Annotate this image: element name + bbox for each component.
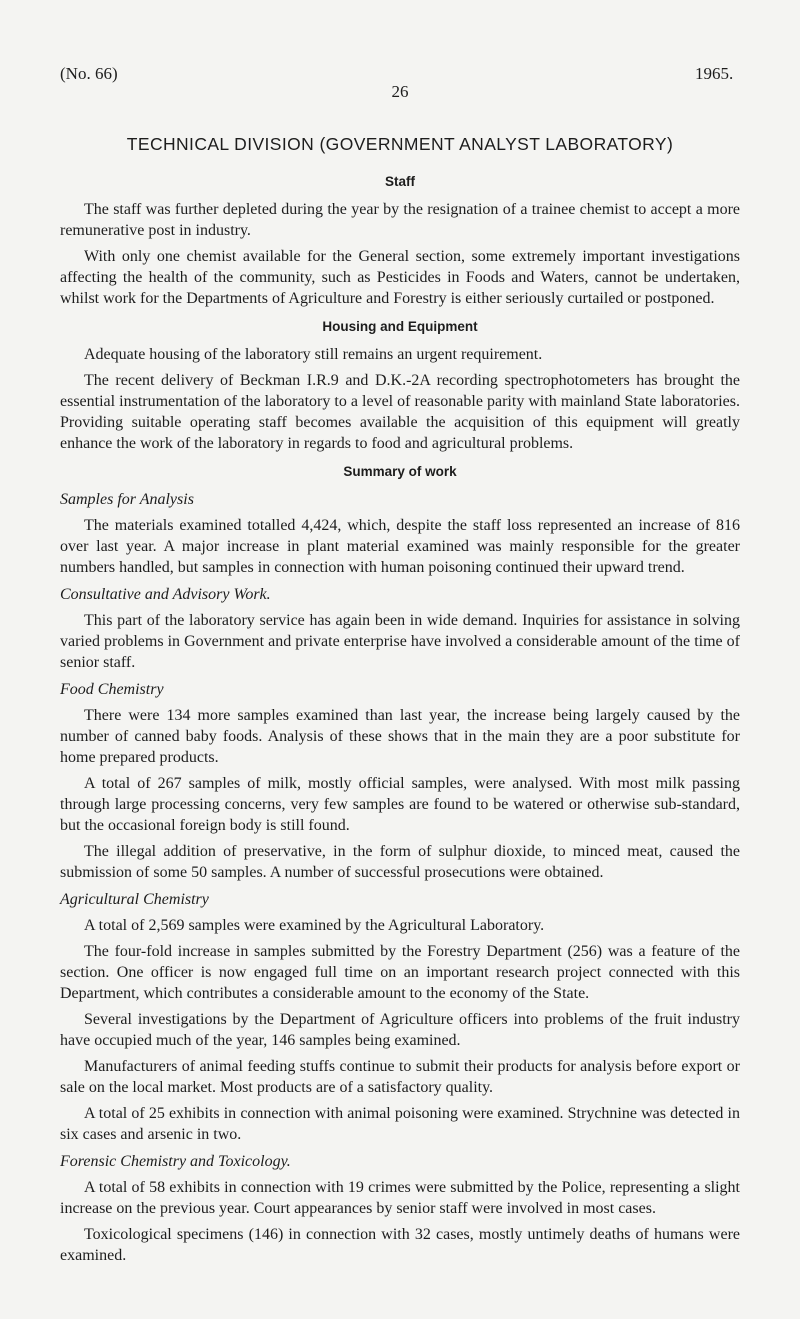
paragraph: The four-fold increase in samples submitted by the Forestry Department (256) was a feature of the section. One officer is now engaged full time on an important research project connected with this Department, which contributes a considerable amount to the economy of the State. <box>60 943 740 1002</box>
section-heading-housing: Housing and Equipment <box>322 319 478 334</box>
paragraph: The recent delivery of Beckman I.R.9 and D.K.-2A recording spectrophotometers has brought the essential instrumentation of the laboratory to a level of reasonable parity with mainland State laboratories. Providing suitable operating staff becomes available the acquisition of this equipment will greatly enhance the work of the laboratory in regards to food and agricultural problems. <box>60 372 740 452</box>
paragraph: The materials examined totalled 4,424, which, despite the staff loss represented an increase of 816 over last year. A major increase in plant material examined was mainly responsible for the greater numbers handled, but samples in connection with human poisoning continued their upward trend. <box>60 517 740 576</box>
paragraph: A total of 2,569 samples were examined by the Agricultural Laboratory. <box>84 917 545 934</box>
paragraph: The staff was further depleted during the year by the resignation of a trainee chemist to accept a more remunerative post in industry. <box>60 201 740 239</box>
paragraph: Toxicological specimens (146) in connection with 32 cases, mostly untimely deaths of humans were examined. <box>60 1226 740 1264</box>
section-heading-staff: Staff <box>385 174 415 189</box>
document-number: (No. 66) <box>60 64 118 83</box>
paragraph: The illegal addition of preservative, in the form of sulphur dioxide, to minced meat, caused the submission of some 50 samples. A number of successful prosecutions were obtained. <box>60 843 740 881</box>
subheading-agricultural: Agricultural Chemistry <box>60 891 209 908</box>
paragraph: Several investigations by the Department of Agriculture officers into problems of the fruit industry have occupied much of the year, 146 samples being examined. <box>60 1011 740 1049</box>
paragraph: A total of 25 exhibits in connection with animal poisoning were examined. Strychnine was detected in six cases and arsenic in two. <box>60 1105 740 1143</box>
paragraph: Manufacturers of animal feeding stuffs continue to submit their products for analysis before export or sale on the local market. Most products are of a satisfactory quality. <box>60 1058 740 1096</box>
paragraph: With only one chemist available for the General section, some extremely important investigations affecting the health of the community, such as Pesticides in Foods and Waters, cannot be undertaken, whilst work for the Departments of Agriculture and Forestry is either seriously curtailed or postponed. <box>60 248 740 307</box>
document-year: 1965. <box>695 64 734 83</box>
paragraph: There were 134 more samples examined than last year, the increase being largely caused by the number of canned baby foods. Analysis of these shows that in the main they are a poor substitute for home prepared products. <box>60 707 740 766</box>
subheading-forensic: Forensic Chemistry and Toxicology. <box>60 1153 291 1170</box>
paragraph: Adequate housing of the laboratory still remains an urgent requirement. <box>84 346 543 363</box>
paragraph: This part of the laboratory service has again been in wide demand. Inquiries for assistance in solving varied problems in Government and private enterprise have involved a considerable amount of the time of senior staff. <box>60 612 740 671</box>
page-number: 26 <box>391 82 409 101</box>
subheading-samples: Samples for Analysis <box>60 491 194 508</box>
paragraph: A total of 58 exhibits in connection with 19 crimes were submitted by the Police, representing a slight increase on the previous year. Court appearances by senior staff were involved in most cases. <box>60 1179 740 1217</box>
subheading-food: Food Chemistry <box>60 681 164 698</box>
document-body <box>60 164 740 1271</box>
section-heading-summary: Summary of work <box>343 464 457 479</box>
page-title: TECHNICAL DIVISION (GOVERNMENT ANALYST LABORATORY) <box>126 134 674 154</box>
subheading-consultative: Consultative and Advisory Work. <box>60 586 271 603</box>
paragraph: A total of 267 samples of milk, mostly official samples, were analysed. With most milk passing through large processing concerns, very few samples are found to be watered or otherwise sub-standard, but the occasional foreign body is still found. <box>60 775 740 834</box>
